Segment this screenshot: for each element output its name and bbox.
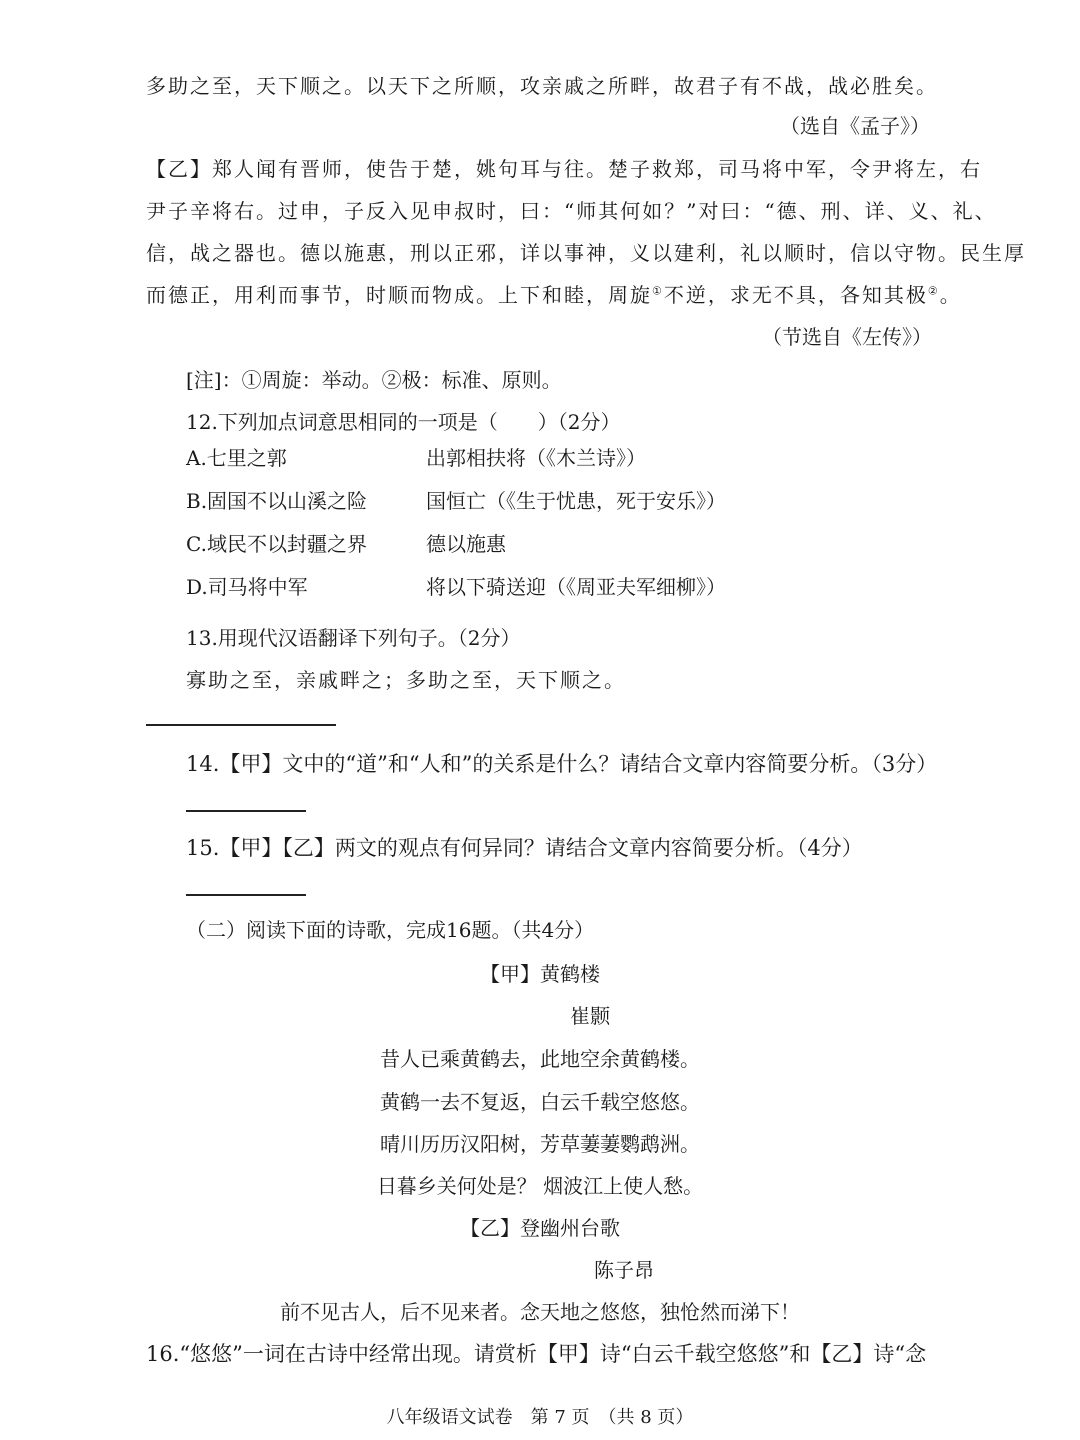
poem-1-line: 昔人已乘黄鹤去，此地空余黄鹤楼。 <box>380 1047 700 1071</box>
section-2-heading: （二）阅读下面的诗歌，完成16题。（共4分） <box>186 918 595 942</box>
q12-option-a-right: 出郭相扶将（《木兰诗》） <box>426 446 646 470</box>
footnote-mark-1: ① <box>652 284 664 298</box>
question-16: 16.“悠悠”一词在古诗中经常出现。请赏析【甲】诗“白云千载空悠悠”和【乙】诗“念 <box>146 1342 927 1366</box>
yi-passage-line: 而德正，用利而事节，时顺而物成。上下和睦，周旋①不逆，求无不具，各知其极②。 <box>146 283 962 307</box>
yi-source: （节选自《左传》） <box>762 325 932 349</box>
q12-option-a-left: A.七里之郭 <box>186 446 287 470</box>
annotation-note: [注]：①周旋：举动。②极：标准、原则。 <box>186 368 562 392</box>
q12-option-b-left: B.固国不以山溪之险 <box>186 489 368 513</box>
question-13-sentence: 寡助之至，亲戚畔之；多助之至，天下顺之。 <box>186 668 626 692</box>
page-footer: 八年级语文试卷 第 7 页 （共 8 页） <box>386 1407 694 1428</box>
poem-1-title: 【甲】黄鹤楼 <box>480 962 600 986</box>
question-13-stem: 13.用现代汉语翻译下列句子。（2分） <box>186 626 521 650</box>
question-14: 14.【甲】文中的“道”和“人和”的关系是什么？请结合文章内容简要分析。（3分） <box>186 752 938 776</box>
q12-option-b-right: 国恒亡（《生于忧患，死于安乐》） <box>426 489 726 513</box>
yi-passage-line: 信，战之器也。德以施惠，刑以正邪，详以事神，义以建利，礼以顺时，信以守物。民生厚 <box>146 241 1026 265</box>
poem-2-line: 前不见古人，后不见来者。念天地之悠悠，独怆然而涕下！ <box>280 1300 800 1324</box>
q12-option-c-left: C.域民不以封疆之界 <box>186 532 367 556</box>
footnote-mark-2: ② <box>927 284 940 298</box>
yi-passage-line: 【乙】郑人闻有晋师，使告于楚，姚句耳与往。楚子救郑，司马将中军，令尹将左，右 <box>146 157 982 181</box>
question-12-stem: 12.下列加点词意思相同的一项是（ ）（2分） <box>186 410 621 434</box>
poem-1-line: 晴川历历汉阳树，芳草萋萋鹦鹉洲。 <box>380 1132 700 1156</box>
question-15: 15.【甲】【乙】两文的观点有何异同？请结合文章内容简要分析。（4分） <box>186 836 863 860</box>
q12-option-c-right: 德以施惠 <box>426 532 506 556</box>
poem-2-title: 【乙】登幽州台歌 <box>460 1216 620 1240</box>
poem-1-line: 黄鹤一去不复返，白云千载空悠悠。 <box>380 1090 700 1114</box>
q12-option-d-right: 将以下骑送迎（《周亚夫军细柳》） <box>426 575 726 599</box>
poem-2-author: 陈子昂 <box>594 1258 654 1282</box>
jia-source: （选自《孟子》） <box>780 114 930 138</box>
jia-passage-tail: 多助之至，天下顺之。以天下之所顺，攻亲戚之所畔，故君子有不战，战必胜矣。 <box>146 74 938 98</box>
answer-line <box>146 724 336 726</box>
poem-1-line: 日暮乡关何处是？ 烟波江上使人愁。 <box>376 1174 704 1198</box>
yi-passage-line: 尹子辛将右。过申，子反入见申叔时，曰：“师其何如？”对曰：“德、刑、详、义、礼、 <box>146 199 997 223</box>
q12-option-d-left: D.司马将中军 <box>186 575 308 599</box>
poem-1-author: 崔颢 <box>570 1004 610 1028</box>
answer-line <box>186 810 306 812</box>
answer-line <box>186 894 306 896</box>
